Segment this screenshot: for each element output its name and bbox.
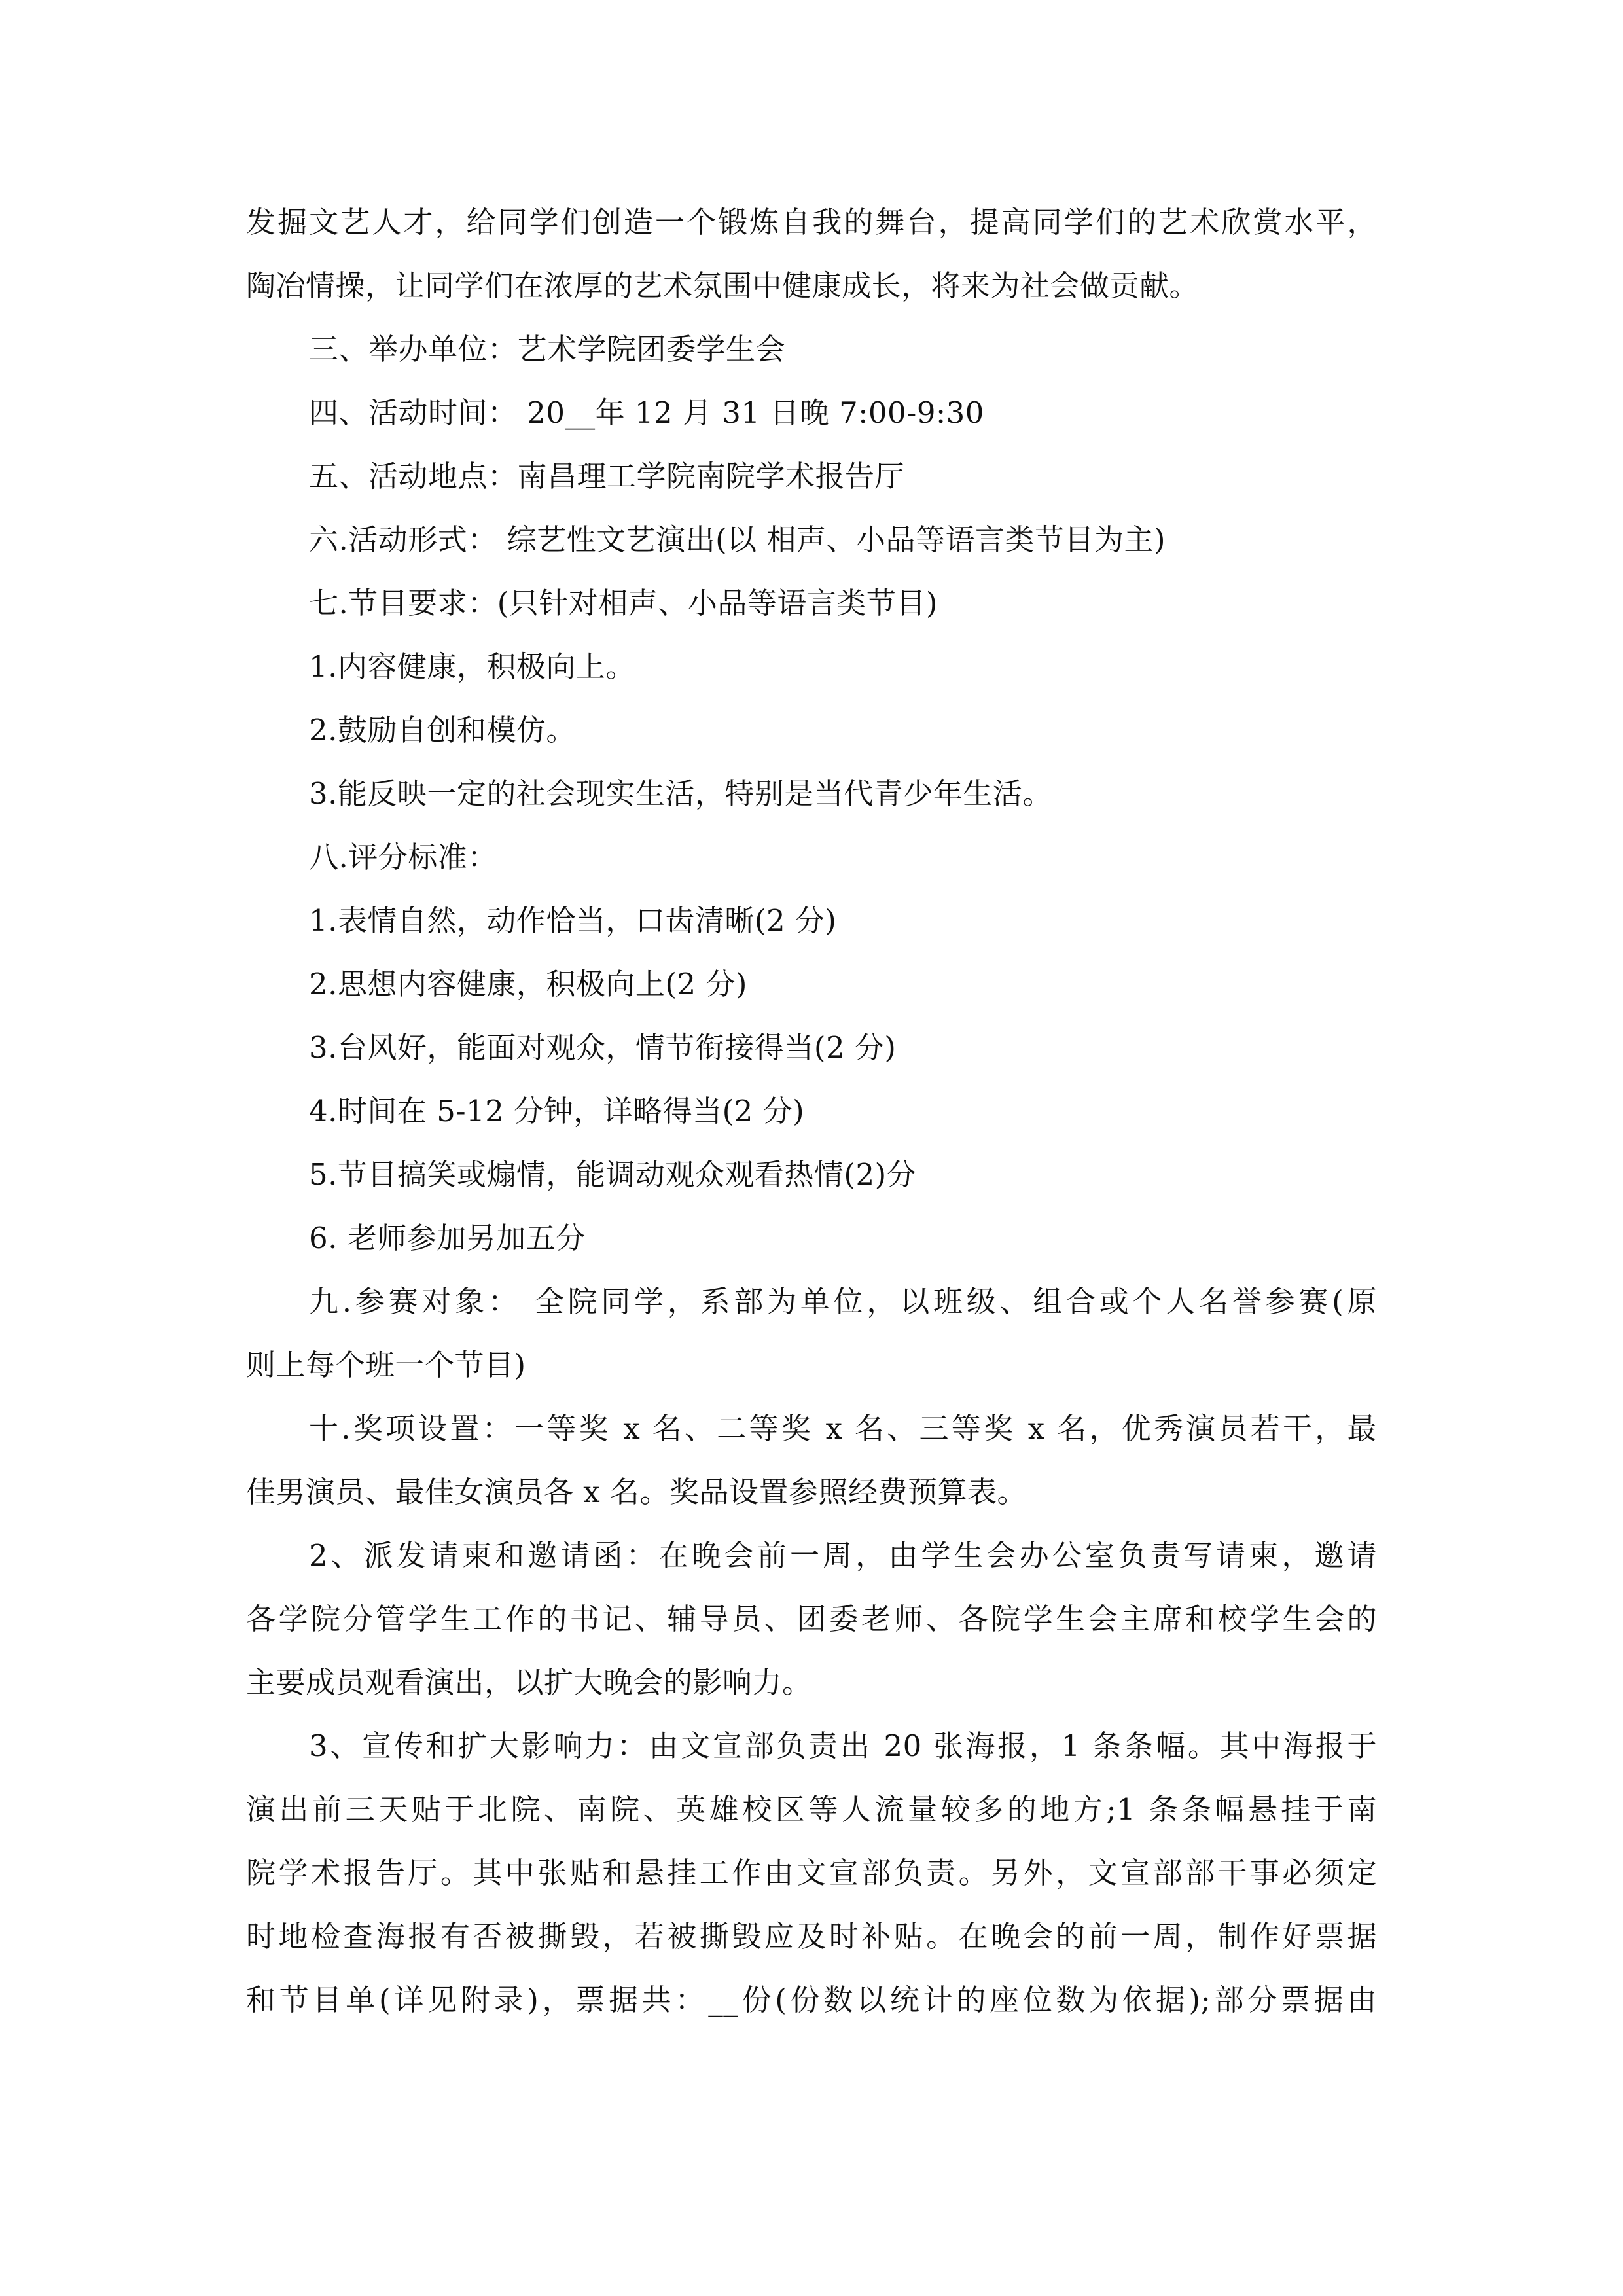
list-item: 5.节目搞笑或煽情，能调动观众观看热情(2)分: [309, 1157, 917, 1192]
paragraph-line: 陶冶情操，让同学们在浓厚的艺术氛围中健康成长，将来为社会做贡献。: [246, 268, 1200, 303]
document-page: [246, 193, 1377, 2091]
paragraph-line: 各学院分管学生工作的书记、辅导员、团委老师、各院学生会主席和校学生会的: [246, 1602, 1377, 1636]
paragraph-line: 佳男演员、最佳女演员各 x 名。奖品设置参照经费预算表。: [246, 1475, 1027, 1509]
list-item: 3.台风好，能面对观众，情节衔接得当(2 分): [309, 1030, 897, 1065]
section-heading-organizer: 三、举办单位：艺术学院团委学生会: [309, 332, 786, 367]
paragraph-line: 主要成员观看演出，以扩大晚会的影响力。: [246, 1665, 812, 1700]
paragraph-line: 时地检查海报有否被撕毁，若被撕毁应及时补贴。在晚会的前一周，制作好票据: [246, 1919, 1377, 1954]
section-heading-requirements: 七.节目要求：(只针对相声、小品等语言类节目): [309, 586, 938, 620]
list-item: 2.鼓励自创和模仿。: [309, 713, 576, 747]
paragraph-line: 发掘文艺人才，给同学们创造一个锻炼自我的舞台，提高同学们的艺术欣赏水平，: [246, 205, 1377, 240]
section-heading-format: 六.活动形式： 综艺性文艺演出(以 相声、小品等语言类节目为主): [309, 522, 1166, 557]
list-item: 1.内容健康，积极向上。: [309, 649, 635, 684]
section-heading-venue: 五、活动地点：南昌理工学院南院学术报告厅: [309, 459, 905, 493]
section-heading-awards: 十.奖项设置：一等奖 x 名、二等奖 x 名、三等奖 x 名，优秀演员若干，最: [309, 1411, 1377, 1446]
list-item: 6. 老师参加另加五分: [309, 1221, 586, 1255]
list-item: 4.时间在 5-12 分钟，详略得当(2 分): [309, 1094, 805, 1128]
paragraph-invitations: 2、派发请柬和邀请函：在晚会前一周，由学生会办公室负责写请柬，邀请: [309, 1538, 1377, 1573]
list-item: 2.思想内容健康，积极向上(2 分): [309, 967, 747, 1001]
section-heading-scoring: 八.评分标准：: [309, 840, 497, 874]
paragraph-line: 和节目单(详见附录)，票据共：__份(份数以统计的座位数为依据);部分票据由: [246, 1982, 1377, 2017]
section-heading-participants: 九.参赛对象： 全院同学，系部为单位，以班级、组合或个人名誉参赛(原: [309, 1284, 1377, 1319]
list-item: 1.表情自然，动作恰当，口齿清晰(2 分): [309, 903, 837, 938]
paragraph-line: 演出前三天贴于北院、南院、英雄校区等人流量较多的地方;1 条条幅悬挂于南: [246, 1792, 1377, 1827]
paragraph-line: 则上每个班一个节目): [246, 1348, 526, 1382]
list-item: 3.能反映一定的社会现实生活，特别是当代青少年生活。: [309, 776, 1052, 811]
paragraph-publicity: 3、宣传和扩大影响力：由文宣部负责出 20 张海报，1 条条幅。其中海报于: [309, 1729, 1377, 1763]
section-heading-time: 四、活动时间： 20__年 12 月 31 日晚 7:00-9:30: [309, 395, 984, 430]
paragraph-line: 院学术报告厅。其中张贴和悬挂工作由文宣部负责。另外，文宣部部干事必须定: [246, 1856, 1377, 1890]
